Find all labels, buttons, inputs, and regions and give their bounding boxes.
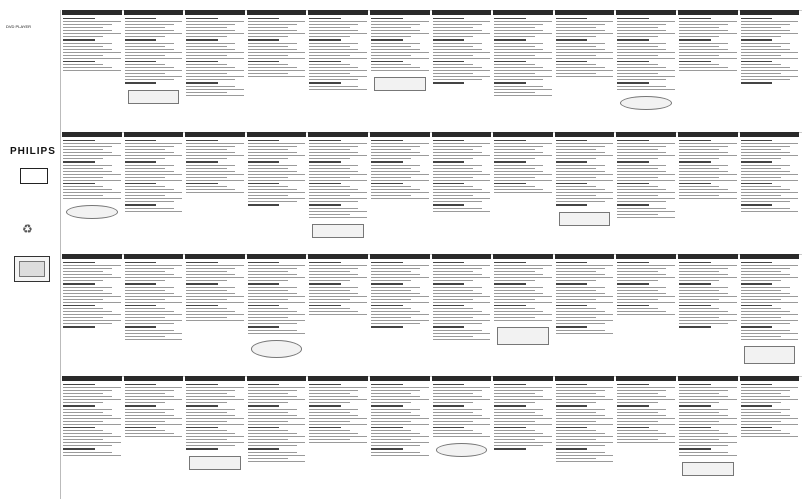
manual-panel bbox=[616, 10, 676, 130]
illustration bbox=[251, 340, 303, 358]
manual-panel bbox=[247, 376, 307, 496]
cover-panel bbox=[0, 10, 61, 499]
manual-panel bbox=[678, 254, 738, 374]
panel-text bbox=[185, 15, 245, 99]
panel-text bbox=[432, 15, 492, 87]
manual-panel bbox=[493, 254, 553, 374]
panel-text bbox=[678, 137, 738, 202]
panel-text bbox=[740, 15, 800, 87]
panel-text bbox=[308, 15, 368, 93]
manual-panel bbox=[370, 10, 430, 130]
panel-text bbox=[740, 137, 800, 215]
panel-text bbox=[247, 15, 307, 80]
panel-text bbox=[493, 381, 553, 453]
manual-panel bbox=[616, 132, 676, 252]
manual-panel bbox=[740, 254, 800, 374]
illustration bbox=[66, 205, 118, 219]
panel-text bbox=[616, 259, 676, 318]
manual-panel bbox=[247, 254, 307, 374]
manual-panel bbox=[308, 254, 368, 374]
panel-text bbox=[308, 259, 368, 318]
panel-text bbox=[370, 15, 430, 74]
panel-text bbox=[678, 15, 738, 74]
manual-grid bbox=[62, 10, 802, 499]
panel-text bbox=[493, 259, 553, 324]
warning-box bbox=[20, 168, 48, 184]
panel-text bbox=[555, 137, 615, 209]
manual-panel bbox=[555, 10, 615, 130]
manual-panel bbox=[493, 10, 553, 130]
panel-text bbox=[493, 137, 553, 196]
panel-text bbox=[247, 259, 307, 337]
manual-panel bbox=[740, 376, 800, 496]
manual-panel bbox=[370, 376, 430, 496]
manual-panel bbox=[493, 132, 553, 252]
manual-panel bbox=[370, 254, 430, 374]
manual-panel bbox=[308, 132, 368, 252]
panel-text bbox=[370, 381, 430, 459]
panel-text bbox=[247, 381, 307, 465]
manual-panel bbox=[62, 376, 122, 496]
panel-text bbox=[124, 381, 184, 440]
panel-text bbox=[185, 137, 245, 196]
panel-text bbox=[616, 137, 676, 221]
manual-panel bbox=[62, 10, 122, 130]
panel-text bbox=[308, 137, 368, 221]
manual-panel bbox=[740, 10, 800, 130]
panel-text bbox=[493, 15, 553, 99]
manual-panel bbox=[555, 376, 615, 496]
manual-panel bbox=[616, 254, 676, 374]
panel-text bbox=[678, 259, 738, 331]
manual-panel bbox=[124, 254, 184, 374]
manual-panel bbox=[616, 376, 676, 496]
manual-panel bbox=[185, 376, 245, 496]
illustration bbox=[744, 346, 796, 364]
manual-panel bbox=[432, 10, 492, 130]
recycle-icon: ♻ bbox=[22, 222, 33, 236]
panel-text bbox=[185, 381, 245, 453]
illustration bbox=[559, 212, 611, 226]
manual-panel bbox=[62, 132, 122, 252]
manual-panel bbox=[493, 376, 553, 496]
panel-text bbox=[740, 259, 800, 343]
panel-text bbox=[185, 259, 245, 324]
illustration bbox=[189, 456, 241, 470]
manual-panel bbox=[678, 132, 738, 252]
illustration bbox=[374, 77, 426, 91]
panel-text bbox=[740, 381, 800, 440]
panel-text bbox=[678, 381, 738, 459]
manual-panel bbox=[247, 132, 307, 252]
manual-panel bbox=[555, 254, 615, 374]
print-info-strip bbox=[0, 0, 802, 10]
panel-text bbox=[62, 259, 122, 331]
panel-text bbox=[62, 137, 122, 202]
manual-panel bbox=[678, 376, 738, 496]
manual-panel bbox=[432, 376, 492, 496]
manual-panel bbox=[185, 10, 245, 130]
manual-panel bbox=[185, 132, 245, 252]
illustration bbox=[436, 443, 488, 457]
panel-text bbox=[370, 259, 430, 331]
manual-panel bbox=[740, 132, 800, 252]
brand-logo: PHILIPS bbox=[10, 146, 56, 157]
illustration bbox=[128, 90, 180, 104]
panel-text bbox=[555, 259, 615, 337]
device-illustration bbox=[14, 256, 50, 282]
panel-text bbox=[616, 381, 676, 446]
manual-panel bbox=[432, 132, 492, 252]
illustration bbox=[620, 96, 672, 110]
manual-panel bbox=[678, 10, 738, 130]
panel-text bbox=[555, 15, 615, 80]
panel-text bbox=[308, 381, 368, 446]
manual-panel bbox=[308, 10, 368, 130]
panel-text bbox=[247, 137, 307, 209]
panel-text bbox=[370, 137, 430, 202]
illustration bbox=[497, 327, 549, 345]
manual-panel bbox=[247, 10, 307, 130]
panel-text bbox=[432, 137, 492, 215]
manual-panel bbox=[555, 132, 615, 252]
manual-panel bbox=[62, 254, 122, 374]
panel-text bbox=[62, 15, 122, 74]
manual-panel bbox=[308, 376, 368, 496]
manual-panel bbox=[124, 10, 184, 130]
panel-text bbox=[432, 381, 492, 440]
panel-text bbox=[124, 137, 184, 215]
manual-panel bbox=[432, 254, 492, 374]
panel-text bbox=[124, 15, 184, 87]
panel-text bbox=[62, 381, 122, 459]
panel-text bbox=[616, 15, 676, 93]
product-name: DVD PLAYER bbox=[6, 24, 32, 29]
manual-panel bbox=[370, 132, 430, 252]
panel-text bbox=[432, 259, 492, 343]
manual-panel bbox=[124, 376, 184, 496]
illustration bbox=[682, 462, 734, 476]
panel-text bbox=[124, 259, 184, 343]
manual-panel bbox=[124, 132, 184, 252]
panel-text bbox=[555, 381, 615, 465]
manual-panel bbox=[185, 254, 245, 374]
illustration bbox=[312, 224, 364, 238]
